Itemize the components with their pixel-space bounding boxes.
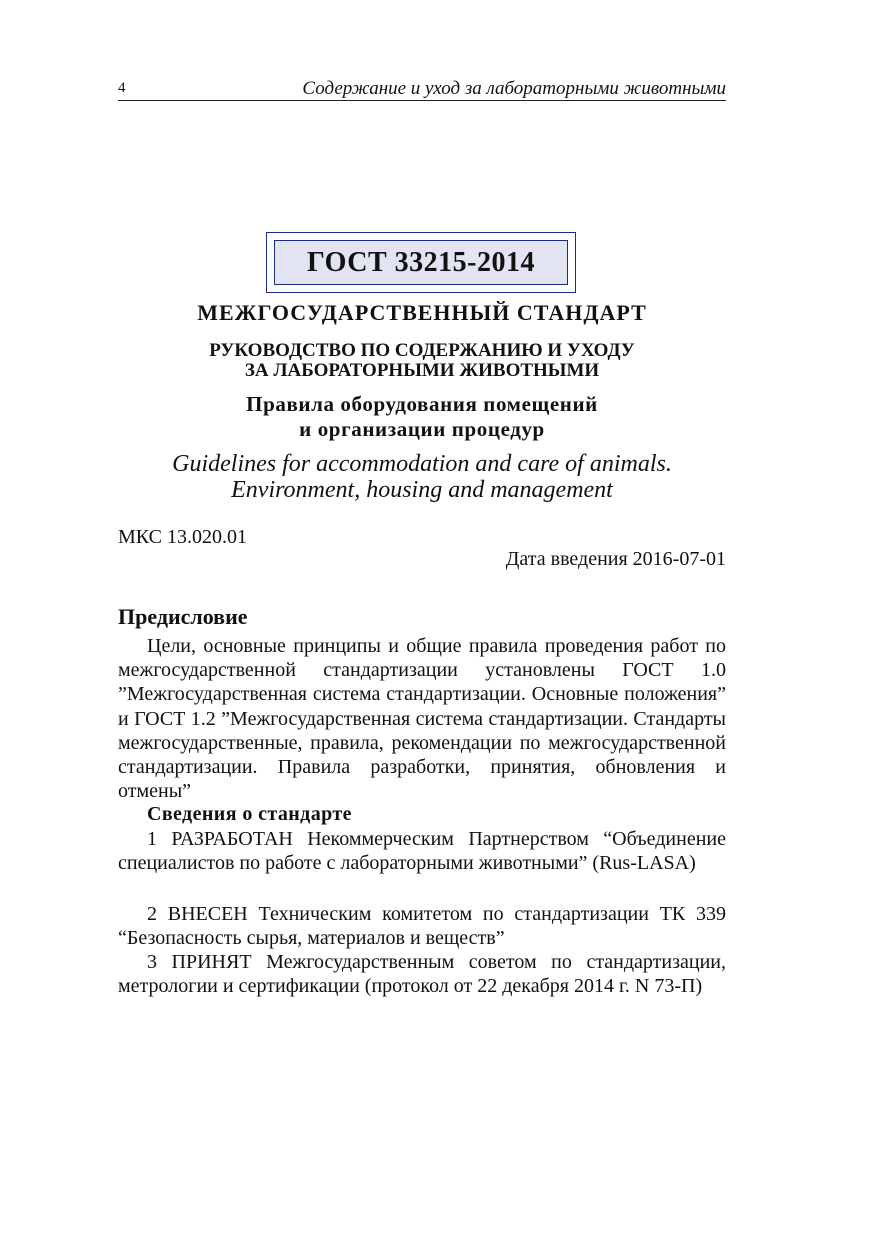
title-en-line-1: Guidelines for accommodation and care of animals.	[172, 451, 672, 477]
title-ru-line-1: РУКОВОДСТВО ПО СОДЕРЖАНИЮ И УХОДУ	[209, 340, 635, 361]
mks-code: МКС 13.020.01	[118, 526, 247, 548]
intro-date: Дата введения 2016-07-01	[505, 548, 726, 570]
preface-paragraph: Цели, основные принципы и общие правила проведения работ по межгосударственной стандартизации установлены ГОСТ 1.0 ”Межгосударственная система стандартизации. Основные положения” и ГОСТ 1.2 ”Межгосударственная система стандартизации. Стандарты межгосударственные, правила, рекомендации по межгосударственной стандартизации. Правила разработки, принятия, обновления и отмены”	[118, 635, 726, 803]
page-number: 4	[118, 80, 126, 96]
info-heading: Сведения о стандарте	[147, 803, 352, 825]
info-item-developed: 1 РАЗРАБОТАН Некоммерческим Партнерством “Объединение специалистов по работе с лабораторными животными” (Rus-LASA)	[118, 828, 726, 875]
standard-type: МЕЖГОСУДАРСТВЕННЫЙ СТАНДАРТ	[197, 300, 647, 325]
info-item-submitted: 2 ВНЕСЕН Техническим комитетом по стандартизации ТК 339 “Безопасность сырья, материалов и веществ”	[118, 903, 726, 950]
subtitle-line-2: и организации процедур	[299, 417, 545, 441]
running-header	[118, 78, 726, 101]
title-ru-line-2: ЗА ЛАБОРАТОРНЫМИ ЖИВОТНЫМИ	[244, 360, 600, 381]
standard-designation-frame	[266, 232, 576, 293]
preface-heading: Предисловие	[118, 604, 248, 629]
running-title: Содержание и уход за лабораторными животными	[302, 78, 726, 99]
title-en-line-2: Environment, housing and management	[231, 477, 613, 503]
standard-designation: ГОСТ 33215-2014	[274, 240, 568, 285]
info-item-adopted: 3 ПРИНЯТ Межгосударственным советом по стандартизации, метрологии и сертификации (протокол от 22 декабря 2014 г. N 73-П)	[118, 951, 726, 998]
subtitle-line-1: Правила оборудования помещений	[246, 392, 598, 416]
